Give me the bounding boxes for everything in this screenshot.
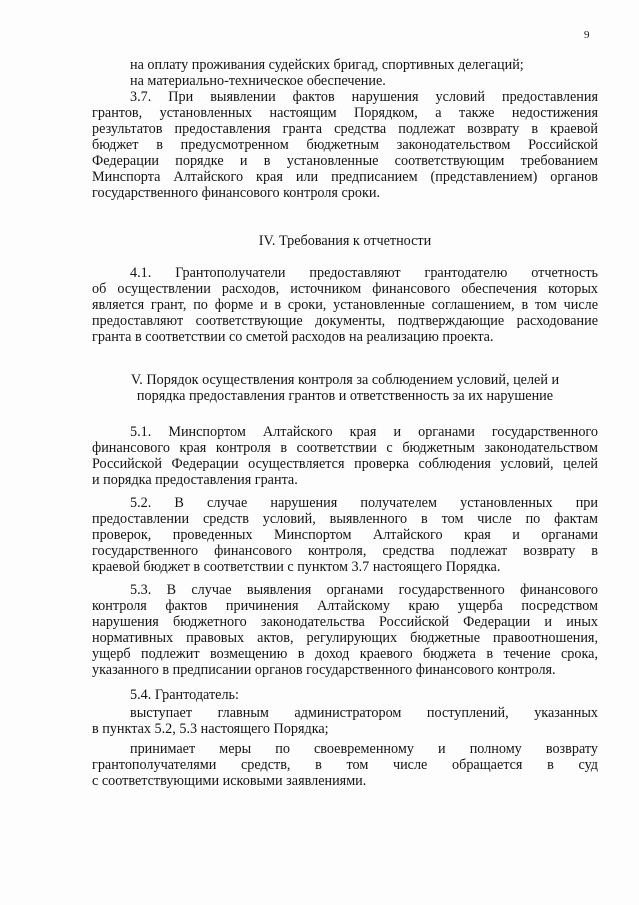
text-line: контроля фактов причинения Алтайскому краю ущерба посредством xyxy=(92,598,598,614)
paragraph-5-1 xyxy=(92,424,598,488)
heading-text: порядка предоставления грантов и ответственность за их нарушение xyxy=(136,388,554,404)
text-line: ущерб подлежит возмещению в доход краевого бюджета в течение срока, xyxy=(92,646,598,662)
paragraph-4-1 xyxy=(92,265,598,345)
text-line: нарушения бюджетного законодательства Российской Федерации и иных xyxy=(92,614,598,630)
text-line: бюджет в предусмотренном бюджетным законодательством Российской xyxy=(92,137,598,153)
text-line: Федерации порядке и в установленные соответствующим требованием xyxy=(92,153,598,169)
text-line: в пунктах 5.2, 5.3 настоящего Порядка; xyxy=(92,721,329,737)
text-line: нормативных правовых актов, регулирующих бюджетные правоотношения, xyxy=(92,630,598,646)
paragraph-5-4-item-2 xyxy=(92,741,598,789)
page-number: 9 xyxy=(584,29,590,41)
paragraph-3-7 xyxy=(92,89,598,201)
text-line: предоставлении средств условий, выявленного в том числе по фактам xyxy=(92,511,598,527)
text-line: является грант, по форме и в сроки, установленные соглашением, в том числе xyxy=(92,297,598,313)
section-heading-iv xyxy=(92,233,598,249)
text-line: Российской Федерации осуществляется проверка соблюдения условий, целей xyxy=(92,456,598,472)
text-line: результатов предоставления гранта средства подлежат возврату в краевой xyxy=(92,121,598,137)
heading-text: V. Порядок осуществления контроля за соблюдением условий, целей и xyxy=(130,372,560,388)
text-line: 4.1. Грантополучатели предоставляют грантодателю отчетность xyxy=(130,265,598,281)
text-line: Минспорта Алтайского края или предписанием (представлением) органов xyxy=(92,169,598,185)
text-line: проверок, проведенных Минспортом Алтайского края и органами xyxy=(92,527,598,543)
text-line: и порядка предоставления гранта. xyxy=(92,472,298,488)
text-line: об осуществлении расходов, источником финансового обеспечения которых xyxy=(92,281,598,297)
text-line: 3.7. При выявлении фактов нарушения условий предоставления xyxy=(130,89,598,105)
text-line: гранта в соответствии со сметой расходов на реализацию проекта. xyxy=(92,329,494,345)
text-line: финансового края контроля в соответствии с бюджетным законодательством xyxy=(92,440,598,456)
section-heading-v xyxy=(92,372,598,404)
text-line: государственного финансового контроля сроки. xyxy=(92,185,380,201)
text-line: указанного в предписании органов государственного финансового контроля. xyxy=(92,662,556,678)
text-line: на оплату проживания судейских бригад, спортивных делегаций; xyxy=(130,57,524,73)
paragraph-5-2 xyxy=(92,495,598,575)
text-line: 5.3. В случае выявления органами государственного финансового xyxy=(130,582,598,598)
paragraph-expenses xyxy=(92,57,598,89)
text-line: выступает главным администратором поступлений, указанных xyxy=(130,705,598,721)
text-line: 5.1. Минспортом Алтайского края и органами государственного xyxy=(130,424,598,440)
paragraph-5-4-item-1 xyxy=(92,705,598,737)
paragraph-5-4 xyxy=(92,687,598,703)
text-line: государственного финансового контроля, средства подлежат возврату в xyxy=(92,543,598,559)
text-line: принимает меры по своевременному и полному возврату xyxy=(130,741,598,757)
heading-text: IV. Требования к отчетности xyxy=(258,233,432,249)
text-line: грантополучателями средств, в том числе обращается в суд xyxy=(92,757,598,773)
text-line: на материально-техническое обеспечение. xyxy=(130,73,386,89)
text-line: 5.4. Грантодатель: xyxy=(130,687,239,703)
paragraph-5-3 xyxy=(92,582,598,678)
text-line: краевой бюджет в соответствии с пунктом 3.7 настоящего Порядка. xyxy=(92,559,501,575)
text-line: предоставляют соответствующие документы, подтверждающие расходование xyxy=(92,313,598,329)
text-line: с соответствующими исковыми заявлениями. xyxy=(92,773,367,789)
text-line: 5.2. В случае нарушения получателем установленных при xyxy=(130,495,598,511)
text-line: грантов, установленных настоящим Порядком, а также недостижения xyxy=(92,105,598,121)
